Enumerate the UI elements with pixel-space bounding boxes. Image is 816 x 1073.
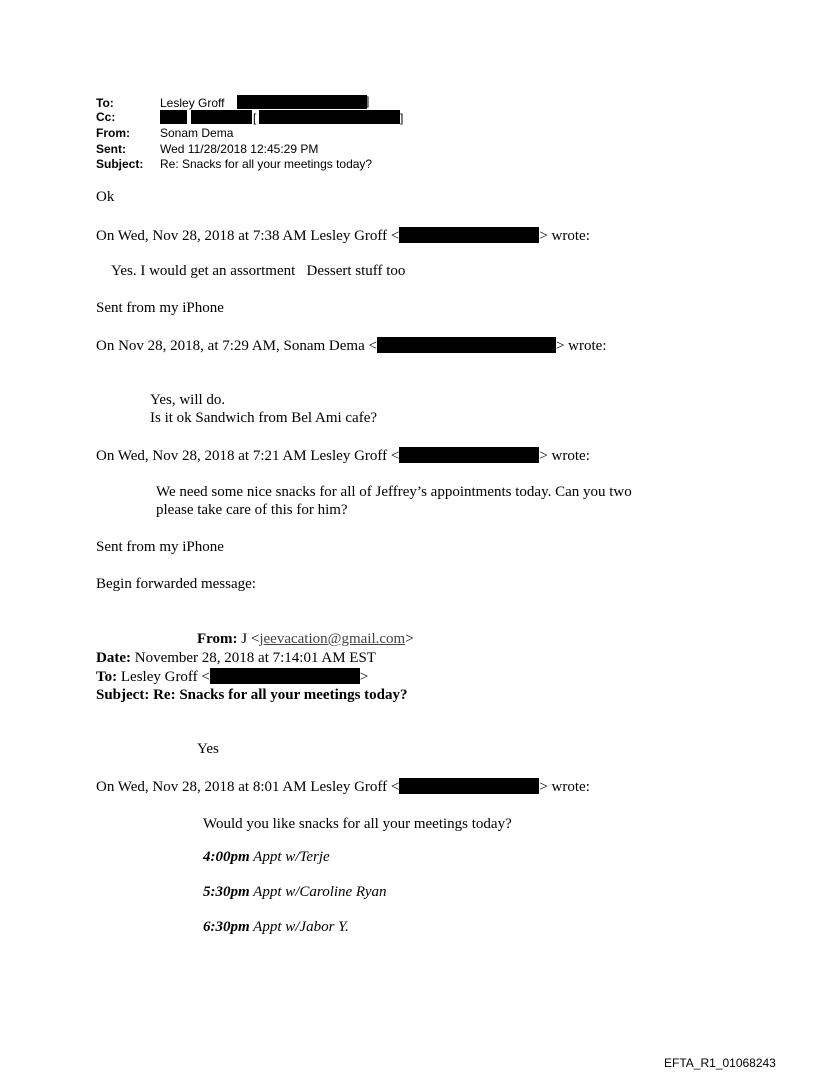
bracket: ] — [366, 94, 370, 108]
to-value: Lesley Groff — [160, 96, 225, 110]
fwd-to-line — [96, 668, 368, 686]
fwd-subject-label: Subject: — [96, 687, 150, 703]
redaction-bar — [377, 337, 556, 353]
quote-line — [96, 778, 590, 796]
quote-suffix: > wrote: — [539, 779, 590, 795]
message-line: Is it ok Sandwich from Bel Ami cafe? — [150, 410, 378, 426]
signature: Sent from my iPhone — [96, 300, 224, 316]
quote-prefix: On Wed, Nov 28, 2018 at 7:38 AM Lesley Groff < — [96, 228, 400, 244]
quote-suffix: > wrote: — [539, 448, 590, 464]
document-id: EFTA_R1_01068243 — [664, 1056, 776, 1070]
question-text: Would you like snacks for all your meetings today? — [203, 816, 512, 832]
quote-prefix: On Wed, Nov 28, 2018 at 8:01 AM Lesley Groff < — [96, 779, 400, 795]
fwd-date-value: November 28, 2018 at 7:14:01 AM EST — [134, 650, 376, 666]
cc-label: Cc: — [96, 110, 116, 124]
fwd-from-value: J < — [241, 631, 260, 647]
appointment-line — [203, 919, 349, 936]
redaction-bar — [399, 227, 539, 243]
appointment-time: 5:30pm — [203, 884, 250, 900]
redaction-bar — [160, 110, 187, 124]
redaction-bar — [191, 110, 252, 124]
message-line: We need some nice snacks for all of Jeffrey’s appointments today. Can you two — [156, 484, 632, 500]
subject-value: Re: Snacks for all your meetings today? — [160, 157, 373, 171]
quote-line — [96, 227, 590, 245]
quote-line — [96, 337, 606, 355]
quote-prefix: On Wed, Nov 28, 2018 at 7:21 AM Lesley Groff < — [96, 448, 400, 464]
bracket: [ — [253, 111, 257, 125]
reply-text: Ok — [96, 189, 115, 205]
message-line: Yes, will do. — [150, 392, 226, 408]
fwd-date-label: Date: — [96, 650, 131, 666]
fwd-from-line — [197, 631, 414, 648]
to-label: To: — [96, 96, 114, 110]
quote-suffix: > wrote: — [539, 228, 590, 244]
redaction-bar — [399, 447, 539, 463]
signature: Sent from my iPhone — [96, 539, 224, 555]
appointment-line — [203, 849, 330, 866]
fwd-subject-line — [96, 687, 408, 704]
message-line: please take care of this for him? — [156, 502, 348, 518]
fwd-date-line — [96, 650, 376, 667]
fwd-from-label: From: — [197, 631, 238, 647]
forward-label: Begin forwarded message: — [96, 576, 256, 592]
sent-label: Sent: — [96, 142, 126, 156]
redaction-bar — [259, 110, 400, 124]
from-label: From: — [96, 126, 130, 140]
quote-suffix: > wrote: — [555, 338, 607, 354]
appointment-desc: Appt w/Caroline Ryan — [253, 884, 387, 900]
fwd-to-label: To: — [96, 669, 118, 685]
fwd-to-value: Lesley Groff < — [120, 669, 210, 685]
bracket: ] — [400, 111, 404, 125]
fwd-to-close: > — [359, 669, 369, 685]
from-value: Sonam Dema — [160, 126, 234, 140]
subject-label: Subject: — [96, 157, 144, 171]
quote-prefix: On Nov 28, 2018, at 7:29 AM, Sonam Dema < — [96, 338, 377, 354]
message-text: Yes. I would get an assortment Dessert stuff too — [111, 263, 406, 279]
fwd-from-close: > — [405, 631, 414, 647]
appointment-desc: Appt w/Terje — [253, 849, 330, 865]
appointment-time: 4:00pm — [203, 849, 250, 865]
fwd-reply: Yes — [197, 741, 219, 757]
sent-value: Wed 11/28/2018 12:45:29 PM — [160, 142, 319, 156]
redaction-bar — [210, 668, 360, 684]
email-link[interactable]: jeevacation@gmail.com — [259, 631, 406, 647]
appointment-time: 6:30pm — [203, 919, 250, 935]
fwd-subject-value: Re: Snacks for all your meetings today? — [153, 687, 408, 703]
appointment-desc: Appt w/Jabor Y. — [253, 919, 349, 935]
quote-line — [96, 447, 590, 465]
redaction-bar — [399, 778, 539, 794]
redaction-bar — [237, 94, 370, 109]
appointment-line — [203, 884, 387, 901]
